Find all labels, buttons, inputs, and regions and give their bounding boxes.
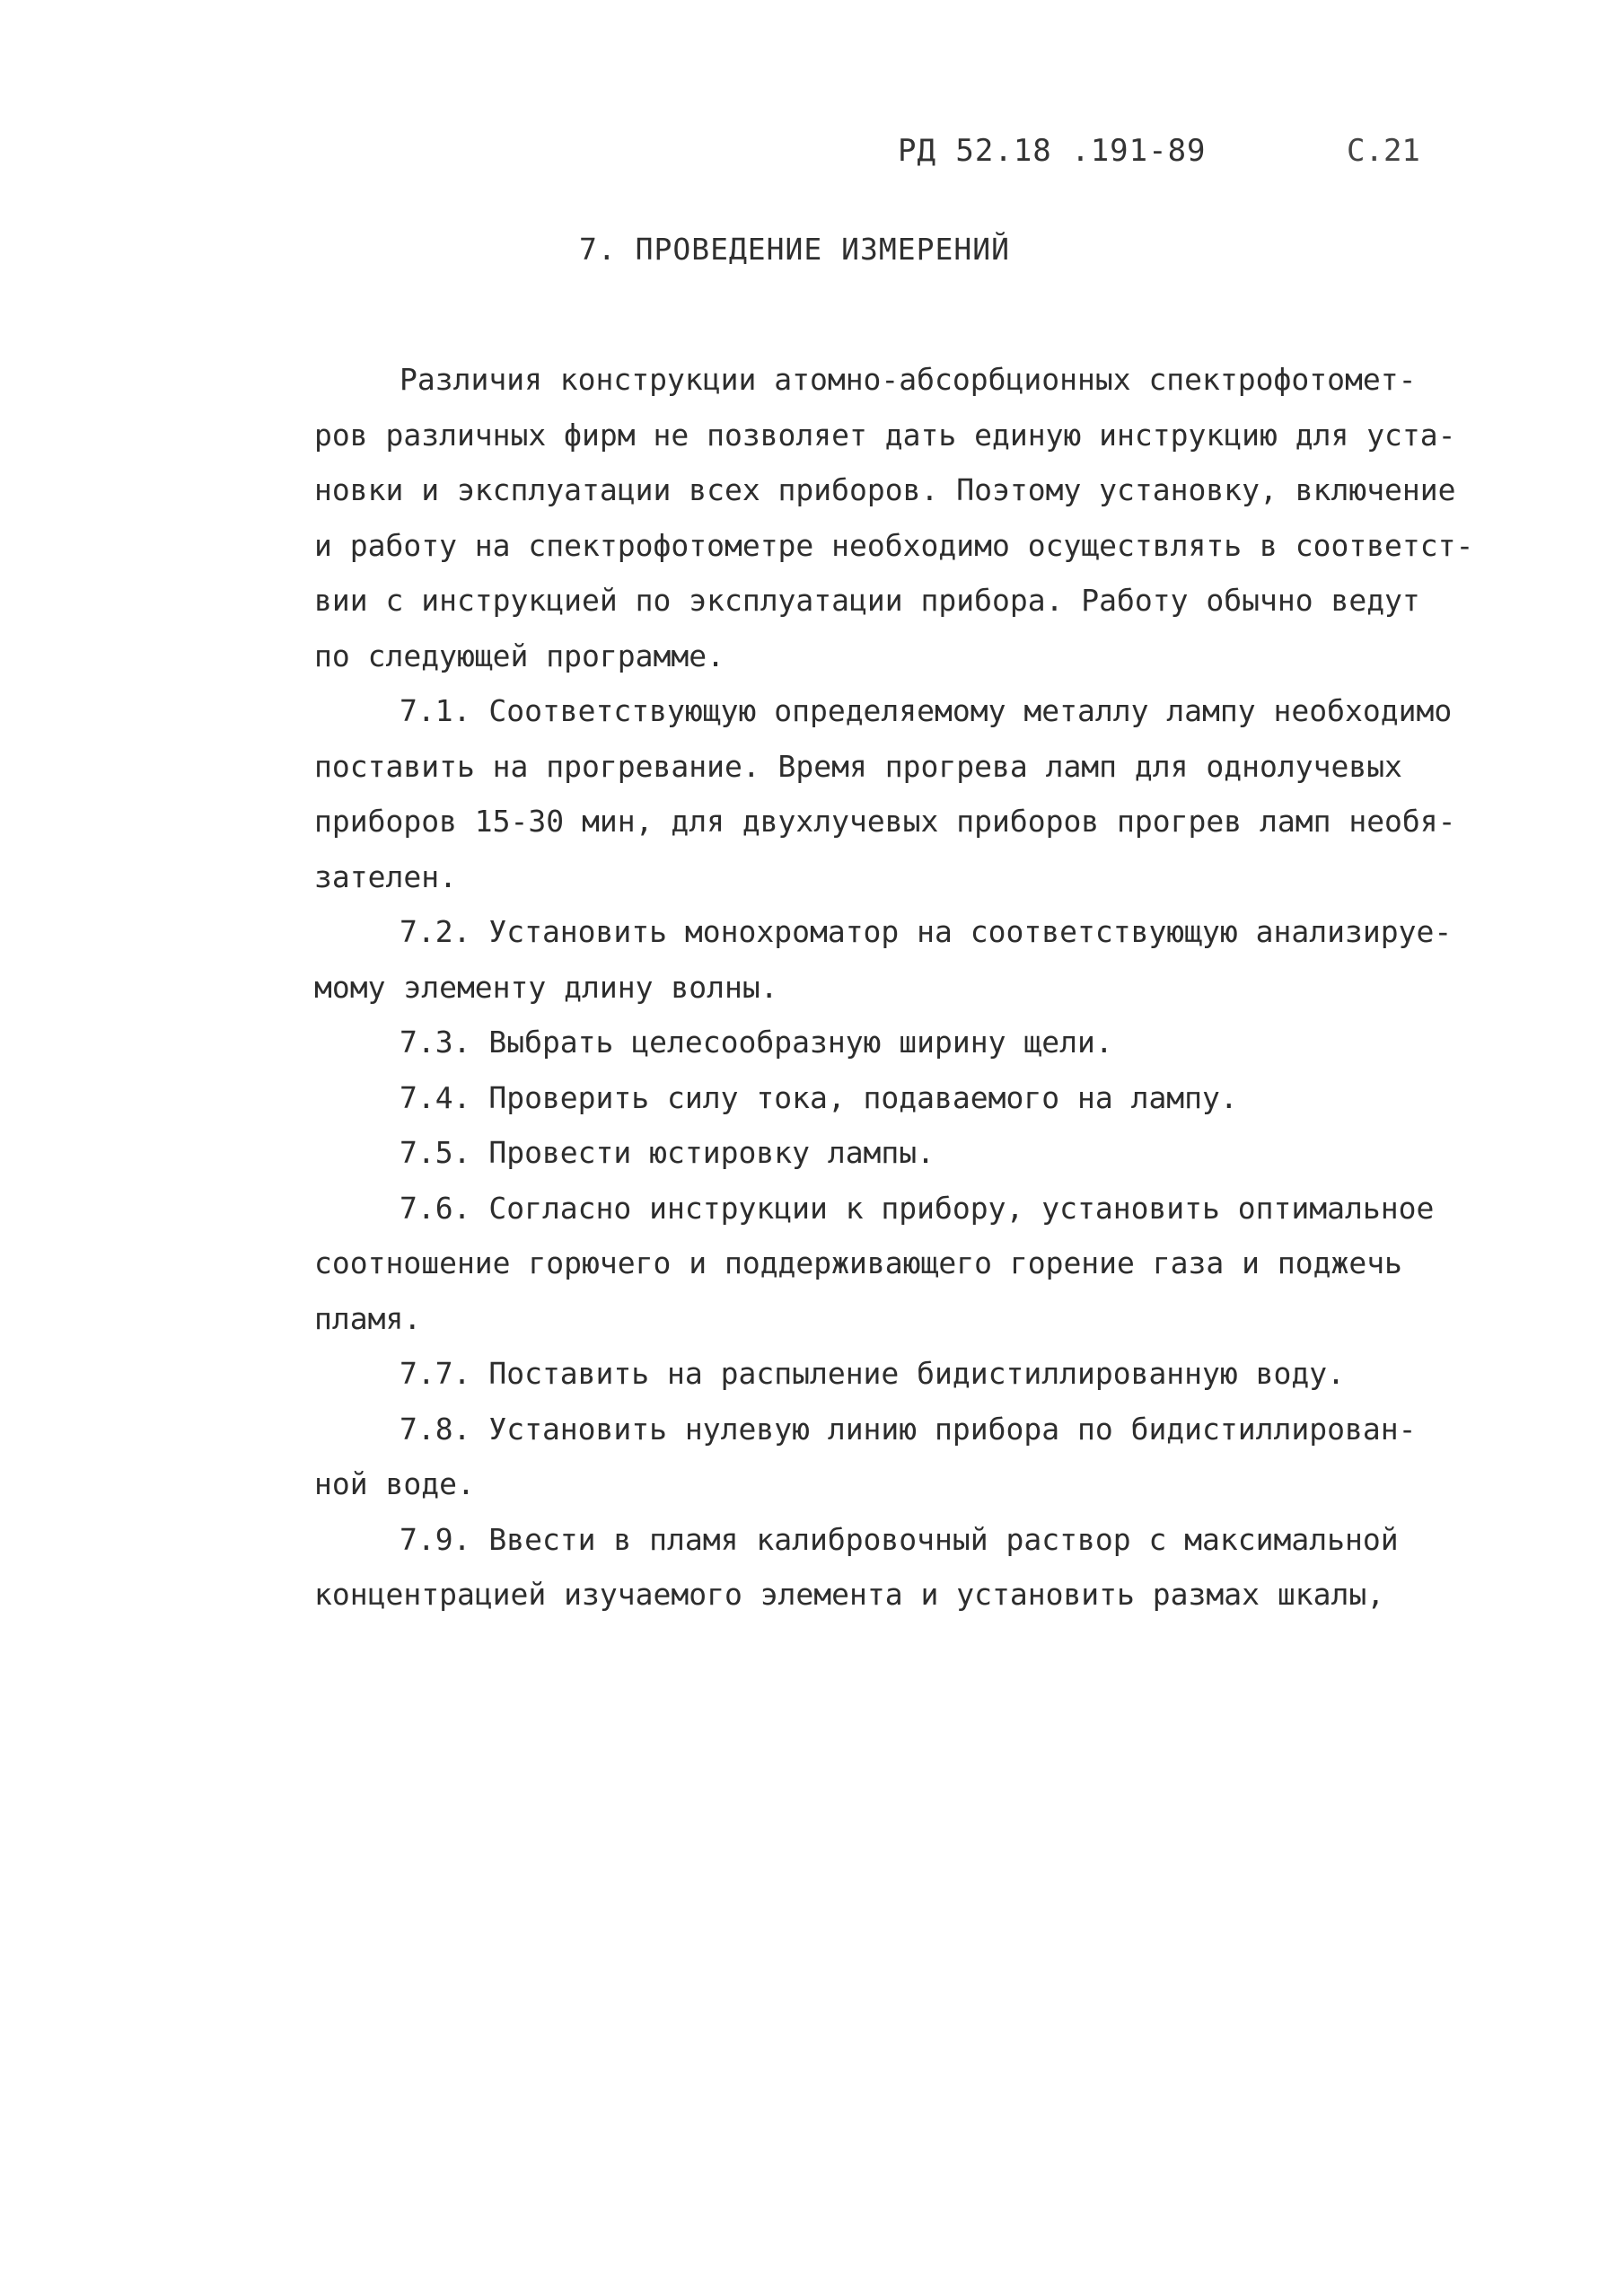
text-line: новки и эксплуатации всех приборов. Поэтому установку, включение — [314, 472, 1456, 507]
text-line: мому элементу длину волны. — [314, 969, 778, 1005]
text-line: 7.5. Провести юстировку лампы. — [400, 1135, 935, 1170]
text-line: по следующей программе. — [314, 638, 725, 673]
paragraph-7-8 — [314, 1402, 1445, 1512]
text-line: 7.8. Установить нулевую линию прибора по бидистиллирован- — [400, 1411, 1417, 1447]
paragraph-7-1 — [314, 683, 1456, 904]
text-line: ной воде. — [314, 1466, 475, 1501]
paragraph-7-5 — [314, 1125, 1445, 1181]
paragraph-7-6 — [314, 1181, 1445, 1347]
text-line: 7.9. Ввести в пламя калибровочный раствор с максимальной — [400, 1521, 1399, 1557]
text-line: 7.4. Проверить силу тока, подаваемого на лампу. — [400, 1079, 1238, 1115]
text-line: 7.3. Выбрать целесообразную ширину щели. — [400, 1025, 1113, 1060]
text-line: концентрацией изучаемого элемента и установить размах шкалы, — [314, 1577, 1385, 1612]
paragraph-7-9 — [314, 1512, 1445, 1623]
text-line: 7.1. Соответствующую определяемому металлу лампу необходимо — [400, 693, 1453, 728]
text-line: зателен. — [314, 858, 457, 894]
page-number: С.21 — [1347, 133, 1420, 169]
text-line: поставить на прогревание. Время прогрева ламп для однолучевых — [314, 748, 1402, 784]
paragraph-7-7 — [314, 1346, 1445, 1402]
text-line: 7.7. Поставить на распыление бидистиллированную воду. — [400, 1356, 1345, 1391]
text-line: ров различных фирм не позволяет дать единую инструкцию для уста- — [314, 417, 1456, 453]
text-line: 7.2. Установить монохроматор на соответствующую анализируе- — [400, 914, 1453, 949]
text-line: вии с инструкцией по эксплуатации прибора. Работу обычно ведут — [314, 583, 1420, 618]
text-line: 7.6. Согласно инструкции к прибору, установить оптимальное — [400, 1190, 1435, 1226]
document-body — [314, 352, 1474, 1623]
text-line: Различия конструкции атомно-абсорбционных спектрофотомет- — [400, 362, 1417, 397]
text-line: приборов 15-30 мин, для двухлучевых приборов прогрев ламп необя- — [314, 804, 1456, 839]
document-code: РД 52.18 .191-89 — [898, 133, 1207, 169]
text-line: пламя. — [314, 1300, 422, 1336]
section-title: 7. ПРОВЕДЕНИЕ ИЗМЕРЕНИЙ — [579, 232, 1010, 267]
paragraph-7-2 — [314, 904, 1453, 1015]
paragraph-7-3 — [314, 1015, 1445, 1070]
paragraph-intro — [314, 352, 1474, 683]
text-line: соотношение горючего и поддерживающего горение газа и поджечь — [314, 1245, 1402, 1280]
paragraph-7-4 — [314, 1070, 1445, 1126]
text-line: и работу на спектрофотометре необходимо осуществлять в соответст- — [314, 527, 1474, 563]
